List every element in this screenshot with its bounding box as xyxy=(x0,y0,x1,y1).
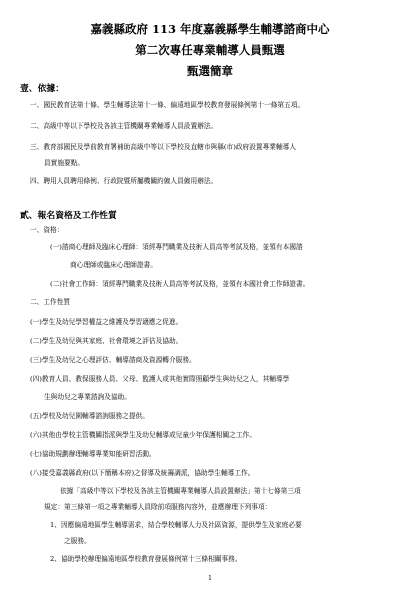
qualification-item-1: (一)諮商心理師及臨床心理師：須經專門職業及技術人員高等考試及格，並領有本國諮 xyxy=(50,243,303,251)
work-item-3: (三)學生及幼兒之心理評估、輔導諮商及資源轉介服務。 xyxy=(30,356,196,364)
basis-item-3-cont: 員實施要點。 xyxy=(44,159,85,167)
work-item-8-sub-1: 1、因應偏遠地區學生輔導需求，結合學校輔導人力及社區資源，提供學生及家庭必要 xyxy=(50,521,302,529)
work-item-8-para-2: 規定：第三條第一項之專業輔導人員除前項服務內容外，並應辦理下列事項： xyxy=(44,503,272,511)
basis-item-3: 三、教育部國民及學前教育署補助高級中等以下學校及直轄市與縣(市)政府設置專業輔導人 xyxy=(30,143,297,151)
work-item-1: (一)學生及幼兒學習權益之維護及學習適應之促進。 xyxy=(30,318,183,326)
work-item-8-sub-2: 2、協助學校辦理偏遠地區學校教育發展條例第十三條相關事務。 xyxy=(50,555,242,563)
work-item-2: (二)學生及幼兒與其家庭、社會環境之評估及協助。 xyxy=(30,337,183,345)
work-item-5: (五)學校及幼兒園輔導諮詢服務之提供。 xyxy=(30,412,149,420)
title-line-2: 第二次專任專業輔導人員甄選 xyxy=(135,43,285,57)
basis-item-1: 一、國民教育法第十條、學生輔導法第十一條、偏遠地區學校教育發展條例第十一條第五項。 xyxy=(30,101,305,109)
work-item-8-para-1: 依據「高級中等以下學校及各該主管機關專業輔導人員設置辦法」第十七條第三項 xyxy=(60,487,301,495)
work-item-4-cont: 生與幼兒之專業諮詢及協助。 xyxy=(44,393,131,401)
work-item-6: (六)其他由學校主管機關指派與學生及幼兒輔導或兒童少年保護相關之工作。 xyxy=(30,431,256,439)
section-2-heading: 貳、報名資格及工作性質 xyxy=(20,211,117,221)
work-item-8-sub-1-cont: 之服務。 xyxy=(64,537,91,545)
page-number: 1 xyxy=(208,575,212,582)
work-item-8: (八)接受嘉義縣政府(以下簡稱本府)之督導及統籌調派，協助學生輔導工作。 xyxy=(30,469,255,477)
work-item-4: (四)教育人員、教保服務人員、父母、監護人或其他實際照顧學生與幼兒之人，其輔導學 xyxy=(30,375,290,383)
work-nature-heading: 二、工作性質 xyxy=(30,298,71,306)
basis-item-2: 二、高級中等以下學校及各該主管機關專業輔導人員設置辦法。 xyxy=(30,122,218,130)
title-line-1: 嘉義縣政府 113 年度嘉義縣學生輔導諮商中心 xyxy=(90,22,330,36)
basis-item-4: 四、聘用人員聘用條例、行政院暨所屬機關約僱人員僱用辦法。 xyxy=(30,177,218,185)
qualification-item-1-cont: 商心理師或臨床心理師證書。 xyxy=(70,261,157,269)
title-line-3: 甄選簡章 xyxy=(187,64,233,78)
work-item-7: (七)協助規劃辦理輔導專業知能研習活動。 xyxy=(30,450,156,458)
section-1-heading: 壹、依據： xyxy=(20,84,64,94)
qualification-item-2: (二)社會工作師：須經專門職業及技術人員高等考試及格，並領有本國社會工作師證書。 xyxy=(50,280,310,288)
qualification-heading: 一、資格： xyxy=(30,226,64,234)
